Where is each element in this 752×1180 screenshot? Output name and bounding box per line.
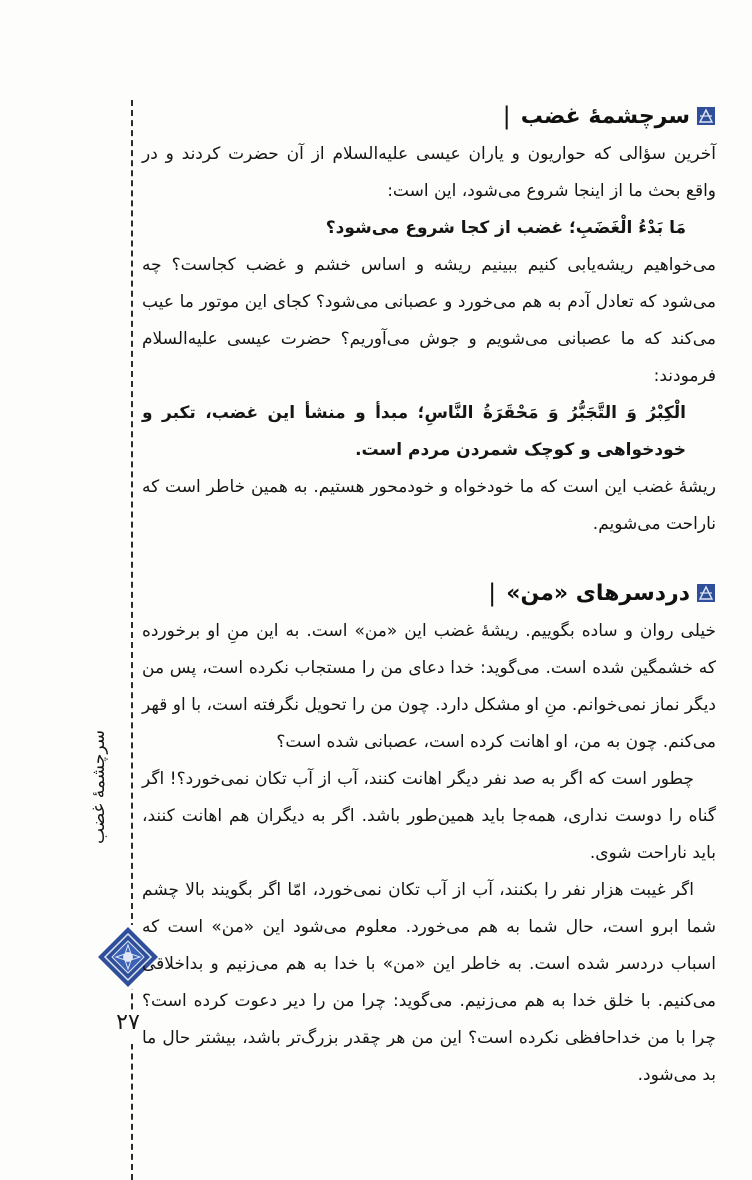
quote: الْكِبْرُ وَ التَّجَبُّرُ وَ مَحْقَرَةُ النَّاسِ؛ مبدأ و منشأ این غضب، تکبر و خودخواهی و کوچک شمردن مردم است. [142, 403, 686, 460]
section-heading-2 [142, 573, 716, 613]
section-heading-2-text: دردسرهای «من» [506, 580, 690, 606]
paragraph: چطور است که اگر به صد نفر دیگر اهانت کنند، آب از آب تکان نمی‌خورد؟! اگر گناه را دوست نداری، همه‌جا باید همین‌طور باشد. اگر به دیگران هم اهانت کنند، باید ناراحت شوی. [142, 769, 716, 863]
page-number: ۲۷ [103, 1010, 153, 1044]
section-gap [142, 543, 716, 573]
running-title: سرچشمهٔ غضب [89, 730, 109, 844]
ornament-square-icon [696, 583, 716, 603]
paragraph: ریشهٔ غضب این است که ما خودخواه و خودمحور هستیم. به همین خاطر است که ناراحت می‌شویم. [142, 477, 716, 534]
ornament-square-icon [696, 106, 716, 126]
quote: مَا بَدْءُ الْغَضَبِ؛ غضب از کجا شروع می‌شود؟ [325, 218, 686, 238]
heading-bar: | [502, 102, 511, 130]
paragraph: آخرین سؤالی که حواریون و یاران عیسی علیه‌السلام از آن حضرت کردند و در واقع بحث ما از اینجا شروع می‌شود، این است: [142, 144, 716, 201]
heading-bar: | [488, 579, 497, 607]
section-heading-1 [142, 96, 716, 136]
section-heading-1-text: سرچشمهٔ غضب [520, 103, 690, 129]
paragraph: می‌خواهیم ریشه‌یابی کنیم ببینیم ریشه و اساس خشم و غضب کجاست؟ چه می‌شود که تعادل آدم به هم می‌خورد و عصبانی می‌شود؟ کجای این موتور ما عیب می‌کند که ما عصبانی می‌شویم و جوش می‌آوریم؟ حضرت عیسی علیه‌السلام فرمودند: [142, 255, 716, 386]
paragraph: خیلی روان و ساده بگوییم. ریشهٔ غضب این «من» است. به این منِ او برخورده که خشمگین شده است. می‌گوید: خدا دعای من را مستجاب نکرده است، پس من دیگر نماز نمی‌خوانم. منِ او مشکل دارد. چون من را تحویل نگرفته است، با او قهر می‌کنم. چون به من، او اهانت کرده است، عصبانی شده است؟ [142, 621, 716, 752]
text-column [142, 96, 716, 1094]
paragraph: اگر غیبت هزار نفر را بکنند، آب از آب تکان نمی‌خورد، امّا اگر بگویند بالا چشم شما ابرو است، حال شما به هم می‌خورد. معلوم می‌شود این «من» است که اسباب دردسر شده است. به خاطر این «من» با خدا به هم می‌زنیم و بداخلاقی می‌کنیم. با خلق خدا به هم می‌زنیم. می‌گوید: چرا من را دیر دعوت کرده است؟ چرا با من خداحافظی نکرده است؟ این من هر چقدر بزرگ‌تر باشد، بیشتر حال ما بد می‌شود. [142, 880, 716, 1085]
